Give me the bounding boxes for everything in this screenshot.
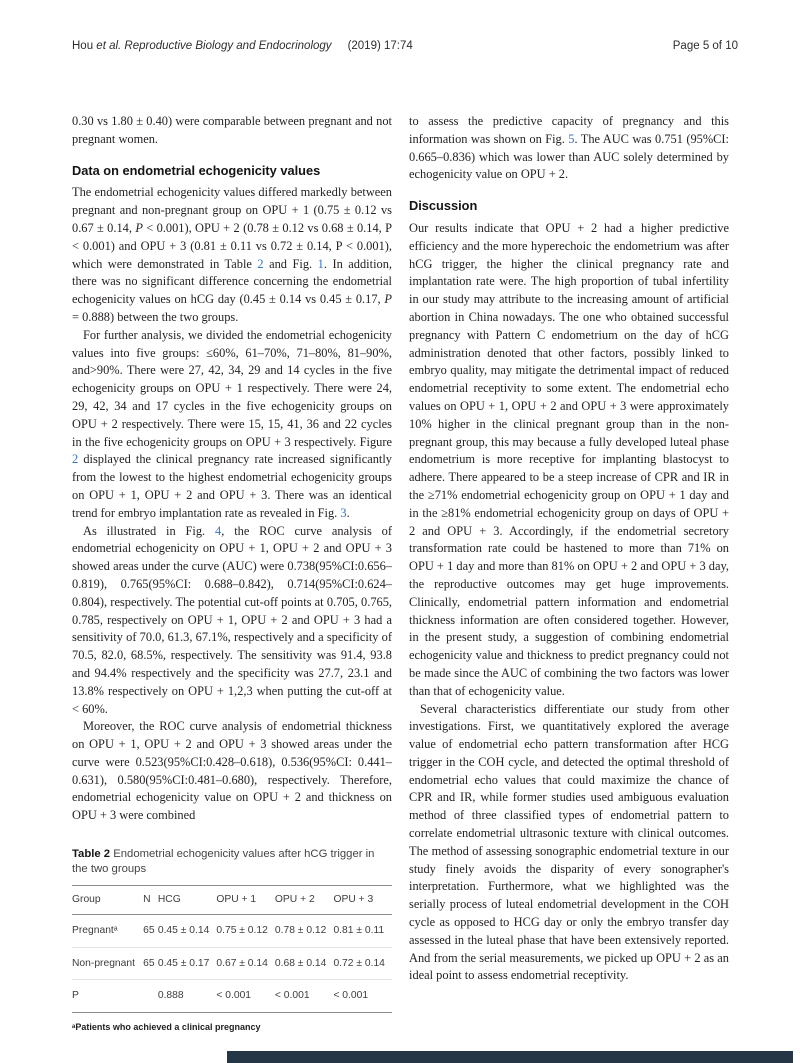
text-segment: < 0.001), OPU + 2 (0.78 ± 0.12 vs 0.68 ± 0.14, P < 0.001) and OPU + 3 (0.81 ± 0.11 vs 0.72 ± 0.14, P < 0.001), which were demonstrated in Table (72, 220, 392, 271)
text-segment: 0.30 vs 1.80 ± 0.40) were comparable between pregnant and not pregnant women. (72, 114, 392, 146)
paragraph (72, 113, 392, 149)
text-segment: P (135, 220, 143, 235)
running-header-citation (72, 40, 413, 52)
ref-link[interactable]: 3 (340, 505, 347, 520)
table-cell: 0.68 ± 0.14 (275, 947, 334, 980)
text-segment: Our results indicate that OPU + 2 had a higher predictive efficiency and the more hyperechoic the endometrium was after hCG trigger, the higher the clinical pregnancy rate and implantation rate were. The high proportion of tubal infertility in our study may attribute to the increasing amount of artificial abortion in China nowadays. The one who obtained successful pregnancy with Pattern C endometrium on the day of hCG administration denoted that other factors, possibly linked to embryo quality, may mitigate the detrimental impact of reduced endometrial receptivity to some extent. The endometrial echo values on OPU + 1, OPU + 2 and OPU + 3 were approximately 10% higher in the clinical pregnant group than in the non-pregnant group, this may because a fully developed luteal phase endometrium is more receptive for implanting blastocyst to adhere. There appeared to be a steep increase of CPR and IR in the ≥71% endometrial echogenicity group on OPU + 1 day and in the ≥81% endometrial echogenicity group on days of OPU + 2 and OPU + 3. Accordingly, if the endometrial secretory transformation rate could be hastened to more than 71% on OPU + 1 day and more than 81% on OPU + 2 and OPU + 3 day, the reproductive outcomes may get huge improvements. Clinically, endometrial pattern information and endometrial thickness information are often considered together. However, in the present study, a suggestion of combining endometrial echogenicity value and thickness to predict pregnancy could not be made since the AUC of combining the two factors was lower than that of echogenicity value. (409, 220, 729, 698)
text-segment: Several characteristics differentiate our study from other investigations. First, we quantitatively explored the average value of endometrial echo pattern transformation after HCG trigger in the COH cycle, and detected the optimal threshold of endometrial echo values that could maximize the chance of CPR and IR, while former studies used ambiguous evaluation method of three classified types of endometrial pattern to correlate endometrial ultrasonic texture with clinical outcomes. The method of assessing sonographic endometrial texture in our study finely avoids the disparity of every sonographer's interpretation. Furthermore, what we highlighted was the serially process of luteal endometrial development in the COH cycle as opposed to HCG day or only the embryo transfer day assessed in the luteal phase that have been extensively reported. And from the serial measurements, we picked up OPU + 2 as an ideal point to assess endometrial receptivity. (409, 701, 729, 983)
text-segment: . In addition, there was no significant difference concerning the endometrial echogenicity values on hCG day (0.45 ± 0.14 vs 0.45 ± 0.17, (72, 256, 392, 307)
table-cell: P (72, 990, 79, 1002)
bottom-bar (227, 1051, 793, 1063)
text-segment: Moreover, the ROC curve analysis of endometrial thickness on OPU + 1, OPU + 2 and OPU + 3 showed areas under the curve were 0.523(95%CI:0.428–0.618), 0.536(95%CI: 0.441–0.631), 0.580(95%CI:0.481–0.680), respectively. Therefore, endometrial echogenicity value on OPU + 2 and thickness on OPU + 3 were combined (72, 719, 392, 823)
text-segment: As illustrated in Fig. (83, 523, 216, 538)
table-cell: Non-pregnant (72, 947, 143, 980)
table2-caption-label: Table 2 (72, 848, 111, 861)
paragraph (72, 523, 392, 719)
table-header-cell: Group (72, 886, 143, 915)
table-cell: 0.45 ± 0.14 (158, 914, 217, 947)
table-cell: 0.72 ± 0.14 (333, 947, 392, 980)
table-cell: 65 (143, 914, 158, 947)
paragraph (72, 184, 392, 326)
table-row (72, 914, 392, 947)
table-header-cell: OPU + 2 (275, 886, 334, 915)
table-cell: 0.81 ± 0.11 (333, 914, 392, 947)
text-segment: = 0.888) between the two groups. (72, 309, 239, 324)
text-segment: to assess the predictive capacity of pregnancy and this information was shown on Fig. (409, 114, 729, 146)
paragraph (409, 701, 729, 986)
table-cell: 0.888 (157, 990, 184, 1002)
text-segment: The endometrial echogenicity values differed markedly between pregnant and non-pregnant group on OPU + 1 (0.75 ± 0.12 vs 0.67 ± 0.14, (72, 185, 392, 235)
text-segment: and Fig. (263, 256, 318, 271)
paragraph (409, 113, 729, 184)
right-column (409, 113, 729, 985)
table-cell: 0.78 ± 0.12 (275, 914, 334, 947)
text-segment: For further analysis, we divided the endometrial echogenicity values into five groups: ≤60%, 61–70%, 71–80%, 81–90%, and>90%. There were 27, 42, 34, 29 and 14 cycles in the five echogenicity groups on OPU + 1 respectively. There were 24, 29, 42, 34 and 17 cycles in the five echogenicity groups on OPU + 2 respectively. There were 15, 15, 41, 36 and 22 cycles in the five echogenicity groups on OPU + 3 respectively. Figure (72, 327, 392, 449)
table-header-row (72, 886, 392, 915)
table-row (72, 947, 392, 980)
text-segment: (2019) 17:74 (347, 40, 413, 52)
paragraph (409, 220, 729, 701)
text-segment: P (384, 292, 392, 307)
ref-link[interactable]: 2 (257, 256, 264, 271)
ref-link[interactable]: 2 (72, 452, 79, 467)
paragraph (72, 327, 392, 523)
table-cell (143, 980, 158, 1013)
ref-link[interactable]: 4 (215, 523, 222, 538)
page-number: Page 5 of 10 (672, 40, 738, 52)
table2-caption-text: Endometrial echogenicity values after hCG trigger in the two groups (72, 848, 375, 876)
table2-footnote: ᵃPatients who achieved a clinical pregnancy (72, 1022, 261, 1033)
text-segment: et al. Reproductive Biology and Endocrinology (96, 40, 332, 52)
running-header (72, 40, 738, 52)
discussion-heading: Discussion (409, 198, 478, 214)
text-segment: . (346, 505, 350, 520)
table-cell: 65 (143, 947, 158, 980)
left-column (72, 113, 392, 1037)
paragraph (72, 718, 392, 825)
table-header-cell: N (143, 886, 158, 915)
table-header-cell: OPU + 1 (216, 886, 275, 915)
table-row (72, 980, 392, 1013)
table-cell: < 0.001 (216, 990, 252, 1002)
table2 (72, 885, 392, 1013)
text-segment: . The AUC was 0.751 (95%CI: 0.665–0.836) which was lower than AUC solely determined by echogenicity value on OPU + 2. (409, 131, 729, 182)
section-heading: Data on endometrial echogenicity values (72, 162, 321, 178)
table-cell: < 0.001 (274, 990, 310, 1002)
text-segment: displayed the clinical pregnancy rate increased significantly from the lowest to the highest endometrial echogenicity groups on OPU + 1, OPU + 2 and OPU + 3. There was an identical trend for embryo implantation rate as revealed in Fig. (72, 452, 392, 520)
table-cell: Pregnantᵃ (72, 914, 143, 947)
text-segment: Hou (72, 40, 97, 52)
table-header-cell: HCG (158, 886, 217, 915)
table-header-cell: OPU + 3 (333, 886, 392, 915)
text-segment: , the ROC curve analysis of endometrial echogenicity on OPU + 1, OPU + 2 and OPU + 3 showed areas under the curve (AUC) were 0.738(95%CI:0.656–0.819), 0.765(95%CI: 0.688–0.842), 0.714(95%CI:0.624–0.804), respectively. The potential cut-off points at 0.705, 0.765, 0.785, respectively on OPU + 1, OPU + 2 and OPU + 3 had a sensitivity of 70.0, 61.3, 67.1%, respectively and a specificity of 70.5, 82.0, 68.5%, respectively. The sensitivity was 91.4, 93.8 and 94.4% respectively and the specificity was 27.7, 23.1 and 13.8% respectively on OPU + 1,2,3 when putting the cut-off at < 60%. (72, 523, 392, 716)
ref-link[interactable]: 1 (317, 256, 324, 271)
table2-block (72, 847, 392, 1037)
table-cell: 0.45 ± 0.17 (158, 947, 217, 980)
ref-link[interactable]: 5 (568, 131, 575, 146)
table-cell: < 0.001 (333, 990, 369, 1002)
table-cell: 0.75 ± 0.12 (216, 914, 275, 947)
table-cell: 0.67 ± 0.14 (216, 947, 275, 980)
table2-caption (72, 847, 392, 877)
